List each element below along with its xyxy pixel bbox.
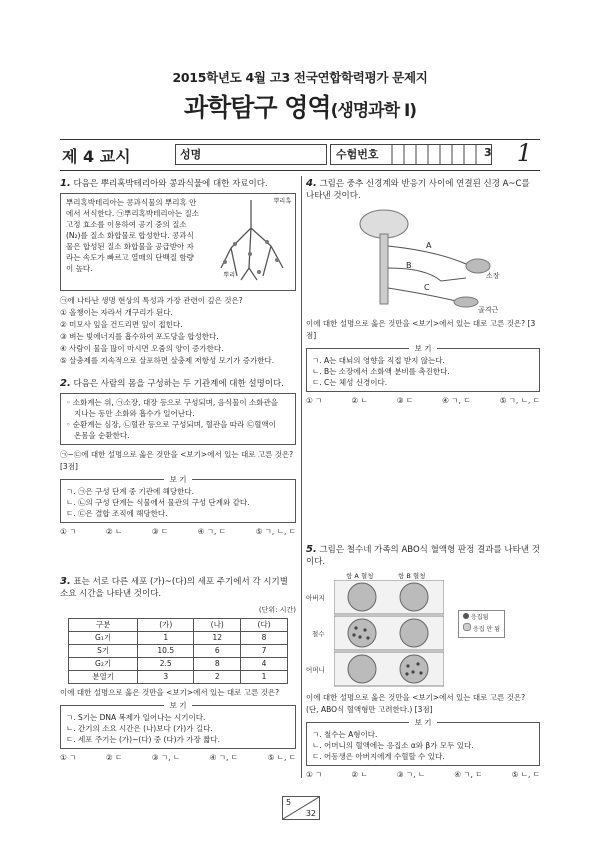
q5-bogi xyxy=(306,718,540,766)
table-header: 구분 xyxy=(69,619,138,632)
table-cell: 분열기 xyxy=(69,671,138,684)
row-label: 어머니 xyxy=(306,666,325,674)
table-cell: G₂기 xyxy=(69,658,138,671)
q2-line: ◦ 소화계는 위, ㉠소장, 대장 등으로 구성되며, 음식물이 소화관을 xyxy=(66,398,279,407)
q2-question: ㉠~㉢에 대한 설명으로 옳은 것만을 <보기>에서 있는 대로 고른 것은? [3점] xyxy=(60,450,294,471)
q1-option[interactable]: ③ 벼는 빛에너지를 흡수하여 포도당을 합성한다. xyxy=(60,332,219,341)
q5-question: 이에 대한 설명으로 옳은 것만을 <보기>에서 있는 대로 고른 것은? (단, ABO식 혈액형만 고려한다.) [3점] xyxy=(306,693,526,714)
q3-bogi xyxy=(60,701,296,749)
page-number: 1 xyxy=(516,139,532,167)
q1-option[interactable]: ① 올챙이는 자라서 개구리가 된다. xyxy=(60,308,173,317)
table-row xyxy=(69,632,288,645)
col-label-anti-a: 항 A 혈청 xyxy=(346,572,374,580)
page-current: 5 xyxy=(286,798,292,807)
q3-question: 이에 대한 설명으로 옳은 것만을 <보기>에서 있는 대로 고른 것은? xyxy=(60,688,280,697)
question-1 xyxy=(60,178,296,367)
bogi-item: ㄴ. B는 소장에서 소화액 분비를 촉진한다. xyxy=(312,367,450,376)
q5-answers xyxy=(306,769,540,781)
answer-choice[interactable]: ② ㄷ xyxy=(105,753,123,762)
q4-text: 4. 그림은 중추 신경계와 반응기 사이에 연결된 신경 A~C를 나타낸 것이다. xyxy=(306,178,530,201)
answer-choice[interactable]: ③ ㄱ, ㄴ xyxy=(396,770,426,779)
nerve-diagram xyxy=(306,206,540,316)
bogi-item: ㄴ. 간기의 소요 시간은 (나)보다 (가)가 길다. xyxy=(66,724,213,733)
q1-option[interactable]: ⑤ 살충제를 지속적으로 살포하면 살충제 저항성 모기가 증가한다. xyxy=(60,356,275,365)
question-2 xyxy=(60,378,296,538)
page-total: 32 xyxy=(305,809,316,818)
row-label: 철수 xyxy=(312,630,325,638)
bogi-item: ㄱ. A는 대뇌의 영향을 직접 받지 않는다. xyxy=(312,356,445,365)
right-column xyxy=(306,178,540,778)
q4-bogi xyxy=(306,344,540,392)
question-5 xyxy=(306,544,540,781)
q2-answers xyxy=(60,526,296,538)
label-nodule: 뿌리혹 xyxy=(273,198,291,205)
row-label: 아버지 xyxy=(306,594,325,602)
legend xyxy=(458,610,505,638)
label-intestine: 소장 xyxy=(486,272,500,280)
legend-not-agglutinated: 응집 안 됨 xyxy=(463,623,500,635)
blood-type-figure xyxy=(306,570,540,690)
answer-choice[interactable]: ④ ㄱ, ㄷ xyxy=(197,527,227,536)
bogi-item: ㄱ. ㉠은 구성 단계 중 기관에 해당한다. xyxy=(66,487,195,496)
table-cell: S기 xyxy=(69,645,138,658)
q3-unit: (단위: 시간) xyxy=(258,606,296,614)
title-sub: (생명과학 Ⅰ) xyxy=(330,101,417,121)
q2-line: 지나는 동안 소화와 흡수가 일어난다. xyxy=(74,409,195,418)
table-cell: 2 xyxy=(194,671,241,684)
table-row xyxy=(69,671,288,684)
q2-line: 온몸을 순환한다. xyxy=(74,431,130,440)
table-cell: 4 xyxy=(241,658,288,671)
table-row xyxy=(69,658,288,671)
table-header: (가) xyxy=(138,619,194,632)
question-4 xyxy=(306,178,540,407)
cell-cycle-table xyxy=(68,618,288,684)
table-cell: 10.5 xyxy=(138,645,194,658)
bogi-item: ㄷ. 세포 주기는 (가)~(다) 중 (다)가 가장 짧다. xyxy=(66,735,220,744)
answer-choice[interactable]: ④ ㄱ, ㄷ xyxy=(454,770,483,779)
table-cell: 8 xyxy=(241,632,288,645)
bogi-label: 보 기 xyxy=(164,475,193,484)
answer-choice[interactable]: ③ ㄷ xyxy=(396,396,414,405)
answer-choice[interactable]: ④ ㄱ, ㄷ xyxy=(442,396,471,405)
table-cell: G₁기 xyxy=(69,632,138,645)
q2-text: 2. 다음은 사람의 몸을 구성하는 두 기관계에 대한 설명이다. xyxy=(60,378,284,389)
answer-choice[interactable]: ② ㄴ xyxy=(105,527,123,536)
exam-subtitle: 2015학년도 4월 고3 전국연합학력평가 문제지 xyxy=(172,70,428,85)
title-main: 과학탐구 영역 xyxy=(183,93,331,122)
q2-bogi xyxy=(60,475,296,523)
label-A: A xyxy=(426,241,432,250)
exam-number-cells xyxy=(330,144,490,165)
bogi-label: 보 기 xyxy=(409,344,438,353)
q1-option[interactable]: ② 미모사 잎을 건드리면 잎이 접힌다. xyxy=(60,320,183,329)
exam-number-label: 수험번호 xyxy=(336,148,379,161)
table-cell: 3 xyxy=(138,671,194,684)
q3-answers xyxy=(60,752,296,764)
table-cell: 6 xyxy=(194,645,241,658)
answer-choice[interactable]: ⑤ ㄴ, ㄷ xyxy=(511,770,540,779)
table-header: (나) xyxy=(194,619,241,632)
name-label: 성명 xyxy=(180,148,202,161)
q1-passage-box xyxy=(60,193,296,291)
answer-choice[interactable]: ⑤ ㄴ, ㄷ xyxy=(267,753,296,762)
slide-grid xyxy=(334,580,444,690)
answer-choice[interactable]: ④ ㄱ, ㄷ xyxy=(209,753,239,762)
label-root: 뿌리 xyxy=(223,272,235,279)
bogi-item: ㄷ. ㉢은 결합 조직에 해당한다. xyxy=(66,509,168,518)
answer-choice[interactable]: ① ㄱ xyxy=(60,753,77,762)
answer-choice[interactable]: ⑤ ㄱ, ㄴ, ㄷ xyxy=(255,527,296,536)
bogi-item: ㄴ. 어머니의 혈액에는 응집소 α와 β가 모두 있다. xyxy=(312,741,474,750)
exam-info-bar xyxy=(60,141,540,167)
table-header-row xyxy=(69,619,288,632)
q1-option[interactable]: ④ 사람이 물을 많이 마시면 오줌의 양이 증가한다. xyxy=(60,344,224,353)
table-cell: 7 xyxy=(241,645,288,658)
answer-choice[interactable]: ③ ㄷ xyxy=(151,527,169,536)
bar-rule xyxy=(60,170,540,171)
label-B: B xyxy=(406,261,412,270)
q4-question: 이에 대한 설명으로 옳은 것만을 <보기>에서 있는 대로 고른 것은? [3점] xyxy=(306,319,536,340)
label-C: C xyxy=(424,283,430,292)
table-cell: 2.5 xyxy=(138,658,194,671)
bogi-item: ㄱ. 철수는 A형이다. xyxy=(312,730,378,739)
page-counter xyxy=(282,796,320,820)
q1-question: ㉠에 나타난 생명 현상의 특성과 가장 관련이 깊은 것은? xyxy=(60,296,243,305)
q2-line: ◦ 순환계는 심장, ㉡혈관 등으로 구성되며, 혈관을 따라 ㉢혈액이 xyxy=(66,420,276,429)
column-divider xyxy=(301,176,302,778)
q3-text: 3. 표는 서로 다른 세포 (가)~(다)의 세포 주기에서 각 시기별 소요 시간을 나타낸 것이다. xyxy=(60,576,288,599)
answer-choice[interactable]: ② ㄴ xyxy=(351,396,368,405)
exam-title xyxy=(0,88,600,124)
answer-choice[interactable]: ① ㄱ xyxy=(60,527,77,536)
left-column xyxy=(60,178,296,778)
answer-choice[interactable]: ② ㄴ xyxy=(351,770,368,779)
question-3 xyxy=(60,576,296,764)
top-rule xyxy=(60,139,540,140)
table-cell: 1 xyxy=(138,632,194,645)
q4-answers xyxy=(306,395,540,407)
table-cell: 12 xyxy=(194,632,241,645)
bogi-item: ㄴ. ㉡의 구성 단계는 식물에서 물관의 구성 단계와 같다. xyxy=(66,498,250,507)
answer-choice[interactable]: ① ㄱ xyxy=(306,770,323,779)
table-row xyxy=(69,645,288,658)
q2-passage-box xyxy=(60,393,296,445)
bogi-item: ㄷ. 어동생은 아버지에게 수혈할 수 있다. xyxy=(312,752,445,761)
table-cell: 1 xyxy=(241,671,288,684)
label-muscle: 골격근 xyxy=(478,306,499,314)
table-header: (다) xyxy=(241,619,288,632)
table-cell: 8 xyxy=(194,658,241,671)
q5-text: 5. 그림은 철수네 가족의 ABO식 혈액형 판정 결과를 나타낸 것이다. xyxy=(306,544,540,567)
period-label: 제 4 교시 xyxy=(62,147,131,166)
bogi-label: 보 기 xyxy=(164,701,193,710)
bogi-label: 보 기 xyxy=(409,718,438,727)
q1-text: 1. 다음은 뿌리혹박테리아와 콩과식물에 대한 자료이다. xyxy=(60,178,268,189)
exam-number-digit: 3 xyxy=(484,146,492,159)
answer-choice[interactable]: ⑤ ㄱ, ㄴ, ㄷ xyxy=(499,396,540,405)
answer-choice[interactable]: ③ ㄱ, ㄴ xyxy=(151,753,181,762)
col-label-anti-b: 항 B 혈청 xyxy=(398,572,426,580)
answer-choice[interactable]: ① ㄱ xyxy=(306,396,323,405)
q1-passage: 뿌리혹박테리아는 콩과식물의 뿌리혹 안에서 서식한다. ㉠뿌리혹박테리아는 질소 고정 효소를 이용하여 공기 중의 질소(N₂)를 질소 화합물로 합성한다. 콩과식물은 합성된 질소 화합물을 공급받아 자라는 속도가 빠르고 열매의 단백질 함량이 높다. xyxy=(66,198,199,273)
bogi-item: ㄱ. S기는 DNA 복제가 일어나는 시기이다. xyxy=(66,713,206,722)
legend-agglutinated: 응집됨 xyxy=(463,613,500,623)
bogi-item: ㄷ. C는 체성 신경이다. xyxy=(312,378,388,387)
